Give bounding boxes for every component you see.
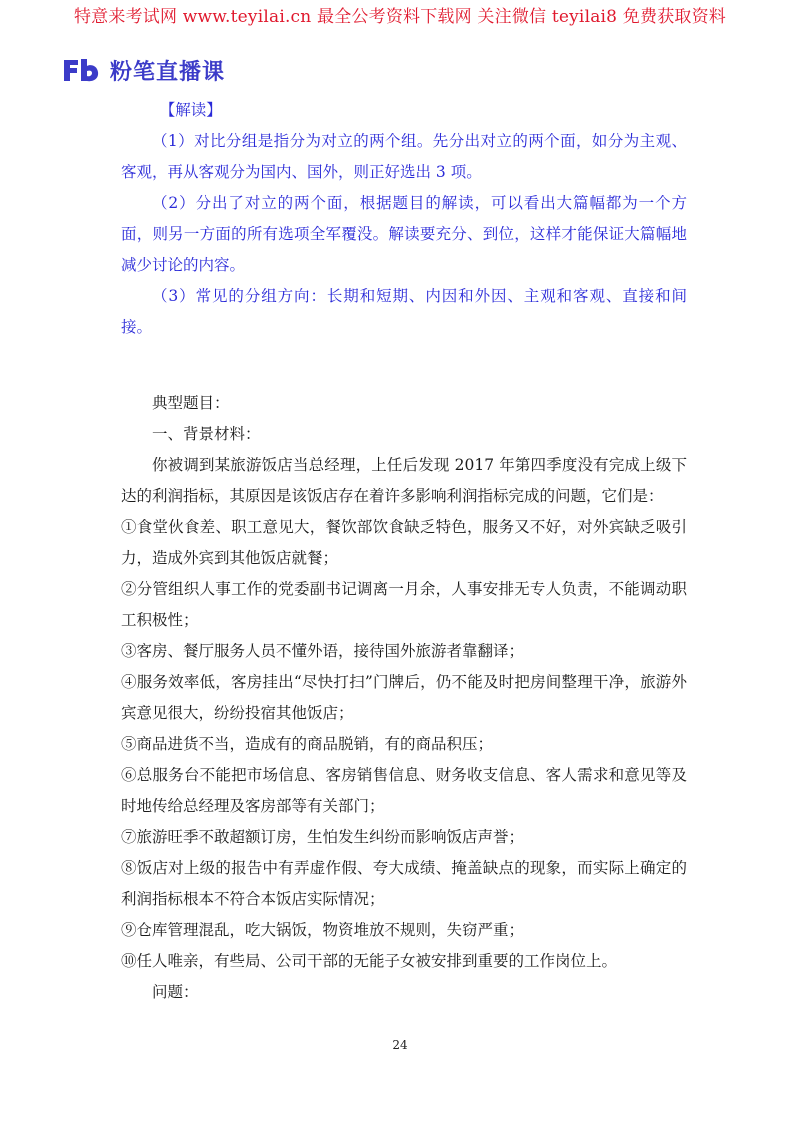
list-item: ④服务效率低，客房挂出“尽快打扫”门牌后，仍不能及时把房间整理干净，旅游外宾意见很大，纷纷投宿其他饭店； (121, 673, 687, 722)
interpretation-item: （3）常见的分组方向：长期和短期、内因和外因、主观和客观、直接和间接。 (121, 287, 687, 336)
list-item: ⑩任人唯亲，有些局、公司干部的无能子女被安排到重要的工作岗位上。 (121, 952, 618, 970)
logo (62, 56, 225, 84)
list-item: ⑦旅游旺季不敢超额订房，生怕发生纠纷而影响饭店声誉； (121, 828, 525, 846)
interpretation-item: （1）对比分组是指分为对立的两个组。先分出对立的两个面，如分为主观、客观，再从客观分为国内、国外，则正好选出 3 项。 (121, 132, 687, 181)
page-content (121, 95, 687, 1008)
question-ask: 问题： (152, 983, 199, 1001)
header-banner: 特意来考试网 www.teyilai.cn 最全公考资料下载网 关注微信 teyilai8 免费获取资料 (73, 7, 727, 27)
list-item: ③客房、餐厅服务人员不懂外语，接待国外旅游者靠翻译； (121, 642, 525, 660)
list-item: ②分管组织人事工作的党委副书记调离一月余，人事安排无专人负责，不能调动职工积极性； (121, 580, 687, 629)
list-item: ⑤商品进货不当，造成有的商品脱销，有的商品积压； (121, 735, 494, 753)
question-title: 典型题目： (152, 394, 230, 412)
intro-paragraph: 你被调到某旅游饭店当总经理，上任后发现 2017 年第四季度没有完成上级下达的利润指标，其原因是该饭店存在着许多影响利润指标完成的问题，它们是： (121, 456, 687, 505)
list-item: ⑧饭店对上级的报告中有弄虚作假、夸大成绩、掩盖缺点的现象，而实际上确定的利润指标根本不符合本饭店实际情况； (121, 859, 687, 908)
interpretation-heading: 【解读】 (159, 101, 222, 119)
logo-text: 粉笔直播课 (110, 59, 226, 85)
list-item: ①食堂伙食差、职工意见大，餐饮部饮食缺乏特色，服务又不好，对外宾缺乏吸引力，造成外宾到其他饭店就餐； (121, 518, 687, 567)
list-item: ⑨仓库管理混乱，吃大锅饭，物资堆放不规则，失窃严重； (121, 921, 525, 939)
list-item: ⑥总服务台不能把市场信息、客房销售信息、财务收支信息、客人需求和意见等及时地传给总经理及客房部等有关部门； (121, 766, 687, 815)
interpretation-item: （2）分出了对立的两个面，根据题目的解读，可以看出大篇幅都为一个方面，则另一方面的所有选项全军覆没。解读要充分、到位，这样才能保证大篇幅地减少讨论的内容。 (121, 194, 687, 274)
fb-logo-icon (62, 57, 102, 83)
page-number: 24 (392, 1038, 408, 1052)
section-heading: 一、背景材料： (152, 425, 261, 443)
